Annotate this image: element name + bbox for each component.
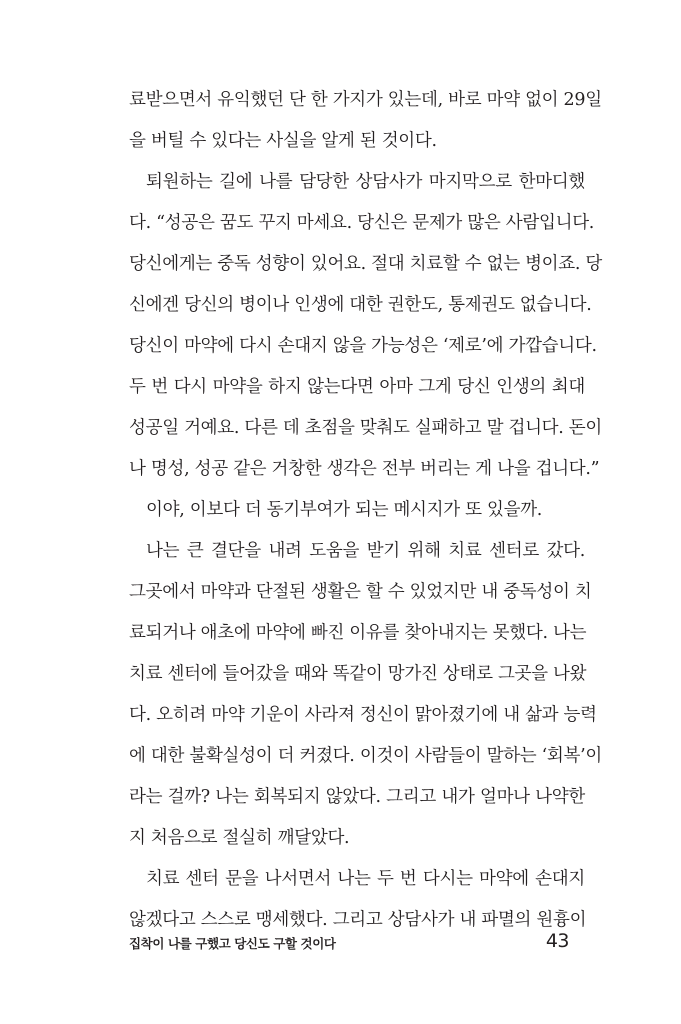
text-line: 치료 센터 문을 나서면서 나는 두 번 다시는 마약에 손대지 [146, 869, 585, 889]
text-line: 료받으면서 유익했던 단 한 가지가 있는데, 바로 마약 없이 29일 [129, 90, 602, 110]
text-line: 을 버틸 수 있다는 사실을 알게 된 것이다. [129, 131, 437, 151]
text-line: 이야, 이보다 더 동기부여가 되는 메시지가 또 있을까. [146, 500, 543, 520]
text-line: 그곳에서 마약과 단절된 생활은 할 수 있었지만 내 중독성이 치 [129, 582, 592, 602]
page-number: 43 [545, 930, 569, 952]
text-line: 퇴원하는 길에 나를 담당한 상담사가 마지막으로 한마디했 [146, 172, 585, 192]
text-line: 다. 오히려 마약 기운이 사라져 정신이 맑아졌기에 내 삶과 능력 [129, 705, 597, 725]
page-footer [129, 932, 569, 956]
text-line: 당신에게는 중독 성향이 있어요. 절대 치료할 수 없는 병이죠. 당 [129, 254, 603, 274]
text-line: 에 대한 불확실성이 더 커졌다. 이것이 사람들이 말하는 ‘회복’이 [129, 746, 603, 766]
text-line: 다. “성공은 꿈도 꾸지 마세요. 당신은 문제가 많은 사람입니다. [129, 213, 595, 233]
text-line: 지 처음으로 절실히 깨달았다. [129, 828, 350, 848]
text-line: 당신이 마약에 다시 손대지 않을 가능성은 ‘제로’에 가깝습니다. [129, 336, 597, 356]
text-line: 않겠다고 스스로 맹세했다. 그리고 상담사가 내 파멸의 원흉이 [129, 910, 587, 930]
running-title: 집착이 나를 구했고 당신도 구할 것이다 [129, 936, 336, 951]
body-text [129, 80, 603, 941]
text-line: 두 번 다시 마약을 하지 않는다면 아마 그게 당신 인생의 최대 [129, 377, 585, 397]
text-line: 나는 큰 결단을 내려 도움을 받기 위해 치료 센터로 갔다. [146, 541, 585, 561]
text-line: 나 명성, 성공 같은 거창한 생각은 전부 버리는 게 나을 겁니다.” [129, 459, 600, 479]
text-line: 치료 센터에 들어갔을 때와 똑같이 망가진 상태로 그곳을 나왔 [129, 664, 587, 684]
text-line: 신에겐 당신의 병이나 인생에 대한 권한도, 통제권도 없습니다. [129, 295, 592, 315]
text-line: 라는 걸까? 나는 회복되지 않았다. 그리고 내가 얼마나 나약한 [129, 787, 585, 807]
text-line: 료되거나 애초에 마약에 빠진 이유를 찾아내지는 못했다. 나는 [129, 623, 587, 643]
text-line: 성공일 거예요. 다른 데 초점을 맞춰도 실패하고 말 겁니다. 돈이 [129, 418, 603, 438]
